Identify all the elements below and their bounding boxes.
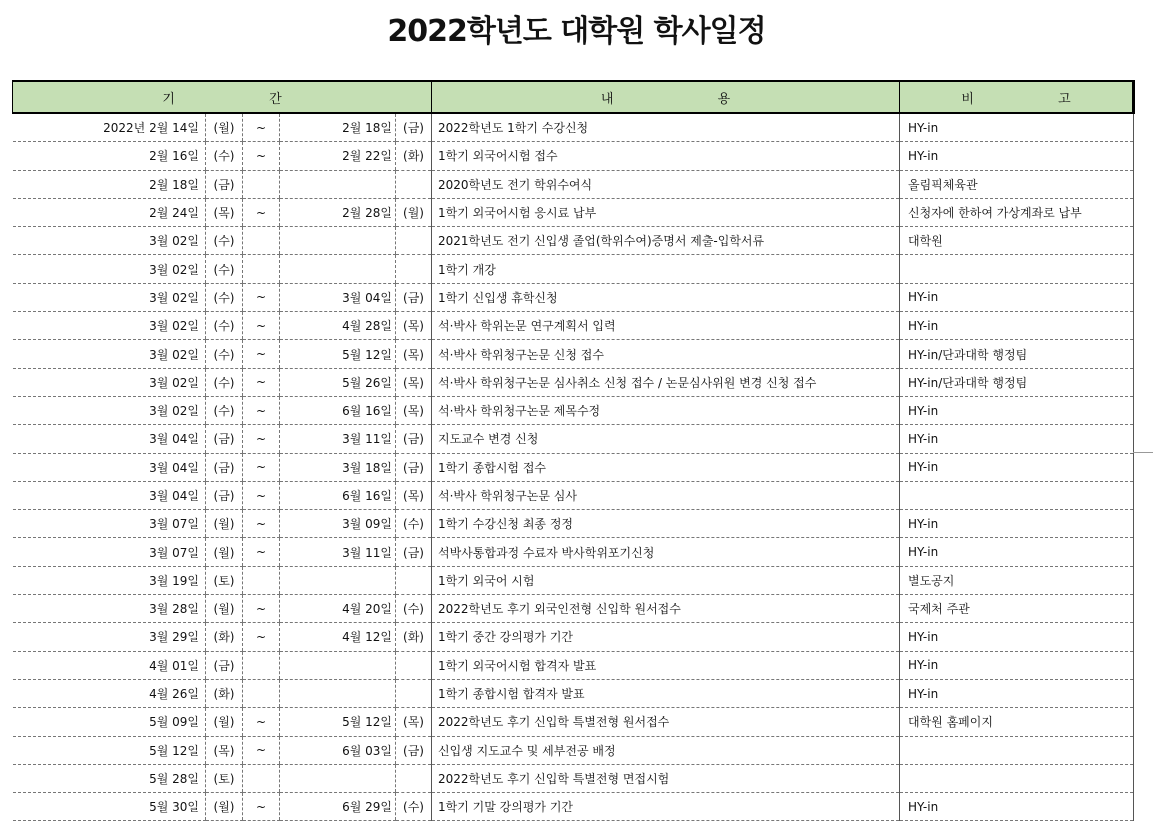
start-weekday-cell: (수): [206, 255, 243, 283]
remark-cell: [900, 736, 1134, 764]
header-note-char-2: 고: [1058, 91, 1071, 107]
remark-cell: 신청자에 한하여 가상계좌로 납부: [900, 198, 1134, 226]
range-tilde-cell: ~: [243, 340, 280, 368]
end-date-cell: 4월 12일: [280, 623, 396, 651]
range-tilde-cell: ~: [243, 142, 280, 170]
event-description-cell: 1학기 종합시험 합격자 발표: [432, 679, 900, 707]
end-weekday-cell: [396, 170, 432, 198]
end-weekday-cell: (금): [396, 283, 432, 311]
remark-cell: 국제처 주관: [900, 595, 1134, 623]
end-weekday-cell: (목): [396, 396, 432, 424]
start-weekday-cell: (월): [206, 538, 243, 566]
start-weekday-cell: (금): [206, 651, 243, 679]
remark-cell: [900, 481, 1134, 509]
end-date-cell: 6월 03일: [280, 736, 396, 764]
end-date-cell: [280, 679, 396, 707]
event-description-cell: 1학기 외국어시험 합격자 발표: [432, 651, 900, 679]
end-date-cell: [280, 651, 396, 679]
end-date-cell: [280, 170, 396, 198]
range-tilde-cell: ~: [243, 368, 280, 396]
start-date-cell: 3월 02일: [13, 312, 206, 340]
table-row: [13, 679, 1134, 707]
end-weekday-cell: (화): [396, 623, 432, 651]
start-weekday-cell: (수): [206, 368, 243, 396]
range-tilde-cell: [243, 170, 280, 198]
start-date-cell: 3월 02일: [13, 396, 206, 424]
start-weekday-cell: (금): [206, 453, 243, 481]
range-tilde-cell: ~: [243, 708, 280, 736]
range-tilde-cell: ~: [243, 595, 280, 623]
range-tilde-cell: ~: [243, 198, 280, 226]
end-date-cell: 2월 18일: [280, 113, 396, 142]
header-note-char-1: 비: [961, 91, 974, 107]
remark-cell: HY-in: [900, 453, 1134, 481]
end-date-cell: 6월 29일: [280, 793, 396, 821]
event-description-cell: 석·박사 학위청구논문 제목수정: [432, 396, 900, 424]
remark-cell: 대학원 홈페이지: [900, 708, 1134, 736]
start-date-cell: 4월 26일: [13, 679, 206, 707]
start-weekday-cell: (토): [206, 566, 243, 594]
start-weekday-cell: (목): [206, 736, 243, 764]
event-description-cell: 2020학년도 전기 학위수여식: [432, 170, 900, 198]
start-weekday-cell: (토): [206, 764, 243, 792]
table-row: [13, 538, 1134, 566]
start-date-cell: 2022년 2월 14일: [13, 113, 206, 142]
header-note: [900, 81, 1134, 113]
start-weekday-cell: (수): [206, 283, 243, 311]
remark-cell: HY-in: [900, 396, 1134, 424]
table-row: [13, 736, 1134, 764]
remark-cell: HY-in: [900, 425, 1134, 453]
remark-cell: [900, 255, 1134, 283]
end-date-cell: [280, 764, 396, 792]
range-tilde-cell: [243, 227, 280, 255]
table-row: [13, 793, 1134, 821]
event-description-cell: 1학기 외국어시험 접수: [432, 142, 900, 170]
start-date-cell: 2월 18일: [13, 170, 206, 198]
event-description-cell: 2021학년도 전기 신입생 졸업(학위수여)증명서 제출-입학서류: [432, 227, 900, 255]
start-date-cell: 5월 30일: [13, 793, 206, 821]
end-date-cell: 5월 26일: [280, 368, 396, 396]
end-weekday-cell: [396, 764, 432, 792]
end-date-cell: 6월 16일: [280, 481, 396, 509]
range-tilde-cell: ~: [243, 312, 280, 340]
table-row: [13, 198, 1134, 226]
range-tilde-cell: ~: [243, 283, 280, 311]
start-weekday-cell: (금): [206, 170, 243, 198]
remark-cell: 올림픽체육관: [900, 170, 1134, 198]
end-weekday-cell: (목): [396, 708, 432, 736]
table-row: [13, 425, 1134, 453]
range-tilde-cell: ~: [243, 481, 280, 509]
end-date-cell: 2월 28일: [280, 198, 396, 226]
remark-cell: HY-in: [900, 538, 1134, 566]
event-description-cell: 석·박사 학위논문 연구계획서 입력: [432, 312, 900, 340]
end-weekday-cell: (금): [396, 113, 432, 142]
table-header-row: [13, 81, 1134, 113]
start-weekday-cell: (금): [206, 425, 243, 453]
table-row: [13, 227, 1134, 255]
remark-cell: HY-in: [900, 312, 1134, 340]
range-tilde-cell: [243, 764, 280, 792]
end-date-cell: [280, 255, 396, 283]
start-date-cell: 3월 28일: [13, 595, 206, 623]
remark-cell: 대학원: [900, 227, 1134, 255]
range-tilde-cell: [243, 566, 280, 594]
page-title: 2022학년도 대학원 학사일정: [387, 14, 766, 49]
end-weekday-cell: (금): [396, 538, 432, 566]
start-weekday-cell: (월): [206, 510, 243, 538]
event-description-cell: 1학기 신입생 휴학신청: [432, 283, 900, 311]
end-date-cell: 4월 28일: [280, 312, 396, 340]
end-weekday-cell: (금): [396, 736, 432, 764]
table-row: [13, 255, 1134, 283]
start-date-cell: 2월 16일: [13, 142, 206, 170]
start-date-cell: 3월 04일: [13, 453, 206, 481]
end-weekday-cell: (수): [396, 793, 432, 821]
start-weekday-cell: (월): [206, 595, 243, 623]
end-weekday-cell: (금): [396, 425, 432, 453]
remark-cell: HY-in: [900, 793, 1134, 821]
event-description-cell: 석·박사 학위청구논문 심사: [432, 481, 900, 509]
range-tilde-cell: [243, 679, 280, 707]
range-tilde-cell: [243, 255, 280, 283]
header-period-char-1: 기: [162, 91, 175, 107]
remark-cell: HY-in/단과대학 행정팀: [900, 340, 1134, 368]
table-row: [13, 623, 1134, 651]
event-description-cell: 2022학년도 후기 신입학 특별전형 원서접수: [432, 708, 900, 736]
event-description-cell: 2022학년도 후기 외국인전형 신입학 원서접수: [432, 595, 900, 623]
remark-cell: HY-in/단과대학 행정팀: [900, 368, 1134, 396]
event-description-cell: 1학기 기말 강의평가 기간: [432, 793, 900, 821]
remark-cell: HY-in: [900, 623, 1134, 651]
start-date-cell: 3월 19일: [13, 566, 206, 594]
start-date-cell: 3월 02일: [13, 340, 206, 368]
header-content-char-2: 용: [717, 91, 731, 107]
end-weekday-cell: (목): [396, 340, 432, 368]
table-row: [13, 481, 1134, 509]
start-weekday-cell: (수): [206, 142, 243, 170]
event-description-cell: 1학기 종합시험 접수: [432, 453, 900, 481]
end-weekday-cell: (목): [396, 481, 432, 509]
remark-cell: HY-in: [900, 113, 1134, 142]
event-description-cell: 2022학년도 후기 신입학 특별전형 면접시험: [432, 764, 900, 792]
end-weekday-cell: (목): [396, 312, 432, 340]
remark-cell: 별도공지: [900, 566, 1134, 594]
start-weekday-cell: (수): [206, 227, 243, 255]
event-description-cell: 석·박사 학위청구논문 신청 접수: [432, 340, 900, 368]
remark-cell: HY-in: [900, 679, 1134, 707]
start-date-cell: 5월 09일: [13, 708, 206, 736]
start-date-cell: 3월 07일: [13, 510, 206, 538]
remark-cell: [900, 764, 1134, 792]
table-row: [13, 708, 1134, 736]
start-date-cell: 2월 24일: [13, 198, 206, 226]
table-row: [13, 170, 1134, 198]
end-weekday-cell: [396, 227, 432, 255]
start-date-cell: 5월 28일: [13, 764, 206, 792]
start-weekday-cell: (월): [206, 793, 243, 821]
end-date-cell: 6월 16일: [280, 396, 396, 424]
range-tilde-cell: ~: [243, 113, 280, 142]
event-description-cell: 1학기 수강신청 최종 정정: [432, 510, 900, 538]
range-tilde-cell: ~: [243, 510, 280, 538]
event-description-cell: 1학기 외국어 시험: [432, 566, 900, 594]
range-tilde-cell: ~: [243, 453, 280, 481]
event-description-cell: 석·박사 학위청구논문 심사취소 신청 접수 / 논문심사위원 변경 신청 접수: [432, 368, 900, 396]
start-date-cell: 5월 12일: [13, 736, 206, 764]
start-weekday-cell: (화): [206, 679, 243, 707]
end-weekday-cell: [396, 566, 432, 594]
end-date-cell: 4월 20일: [280, 595, 396, 623]
start-weekday-cell: (수): [206, 312, 243, 340]
table-row: [13, 312, 1134, 340]
range-tilde-cell: ~: [243, 623, 280, 651]
event-description-cell: 석박사통합과정 수료자 박사학위포기신청: [432, 538, 900, 566]
table-row: [13, 510, 1134, 538]
divider-line: [1133, 452, 1153, 453]
start-date-cell: 3월 02일: [13, 227, 206, 255]
remark-cell: HY-in: [900, 142, 1134, 170]
remark-cell: HY-in: [900, 283, 1134, 311]
table-row: [13, 340, 1134, 368]
table-row: [13, 368, 1134, 396]
start-date-cell: 3월 04일: [13, 425, 206, 453]
table-row: [13, 142, 1134, 170]
end-weekday-cell: (화): [396, 142, 432, 170]
end-weekday-cell: (금): [396, 453, 432, 481]
table-row: [13, 595, 1134, 623]
end-date-cell: [280, 227, 396, 255]
end-date-cell: 3월 09일: [280, 510, 396, 538]
start-date-cell: 3월 07일: [13, 538, 206, 566]
header-period: [13, 81, 432, 113]
range-tilde-cell: ~: [243, 425, 280, 453]
table-row: [13, 566, 1134, 594]
event-description-cell: 신입생 지도교수 및 세부전공 배정: [432, 736, 900, 764]
start-weekday-cell: (수): [206, 340, 243, 368]
start-date-cell: 3월 02일: [13, 368, 206, 396]
table-row: [13, 283, 1134, 311]
event-description-cell: 지도교수 변경 신청: [432, 425, 900, 453]
end-weekday-cell: (월): [396, 198, 432, 226]
schedule-table: [12, 80, 1135, 821]
start-weekday-cell: (금): [206, 481, 243, 509]
table-row: [13, 113, 1134, 142]
start-weekday-cell: (수): [206, 396, 243, 424]
event-description-cell: 1학기 중간 강의평가 기간: [432, 623, 900, 651]
range-tilde-cell: ~: [243, 396, 280, 424]
range-tilde-cell: ~: [243, 538, 280, 566]
end-weekday-cell: [396, 651, 432, 679]
range-tilde-cell: ~: [243, 793, 280, 821]
table-row: [13, 651, 1134, 679]
end-weekday-cell: (목): [396, 368, 432, 396]
end-weekday-cell: [396, 255, 432, 283]
remark-cell: HY-in: [900, 651, 1134, 679]
start-date-cell: 3월 02일: [13, 283, 206, 311]
end-date-cell: 3월 04일: [280, 283, 396, 311]
start-date-cell: 3월 02일: [13, 255, 206, 283]
event-description-cell: 1학기 외국어시험 응시료 납부: [432, 198, 900, 226]
end-date-cell: 5월 12일: [280, 708, 396, 736]
end-date-cell: 3월 11일: [280, 538, 396, 566]
header-content: [432, 81, 900, 113]
event-description-cell: 2022학년도 1학기 수강신청: [432, 113, 900, 142]
end-date-cell: 3월 11일: [280, 425, 396, 453]
start-date-cell: 3월 04일: [13, 481, 206, 509]
header-content-char-1: 내: [600, 91, 614, 107]
table-row: [13, 396, 1134, 424]
end-weekday-cell: (수): [396, 510, 432, 538]
start-weekday-cell: (월): [206, 708, 243, 736]
start-date-cell: 4월 01일: [13, 651, 206, 679]
start-weekday-cell: (월): [206, 113, 243, 142]
range-tilde-cell: ~: [243, 736, 280, 764]
range-tilde-cell: [243, 651, 280, 679]
header-period-char-2: 간: [269, 91, 282, 107]
start-date-cell: 3월 29일: [13, 623, 206, 651]
end-date-cell: 5월 12일: [280, 340, 396, 368]
remark-cell: HY-in: [900, 510, 1134, 538]
end-date-cell: [280, 566, 396, 594]
start-weekday-cell: (화): [206, 623, 243, 651]
event-description-cell: 1학기 개강: [432, 255, 900, 283]
end-weekday-cell: (수): [396, 595, 432, 623]
table-row: [13, 764, 1134, 792]
table-row: [13, 453, 1134, 481]
end-date-cell: 2월 22일: [280, 142, 396, 170]
end-date-cell: 3월 18일: [280, 453, 396, 481]
start-weekday-cell: (목): [206, 198, 243, 226]
end-weekday-cell: [396, 679, 432, 707]
